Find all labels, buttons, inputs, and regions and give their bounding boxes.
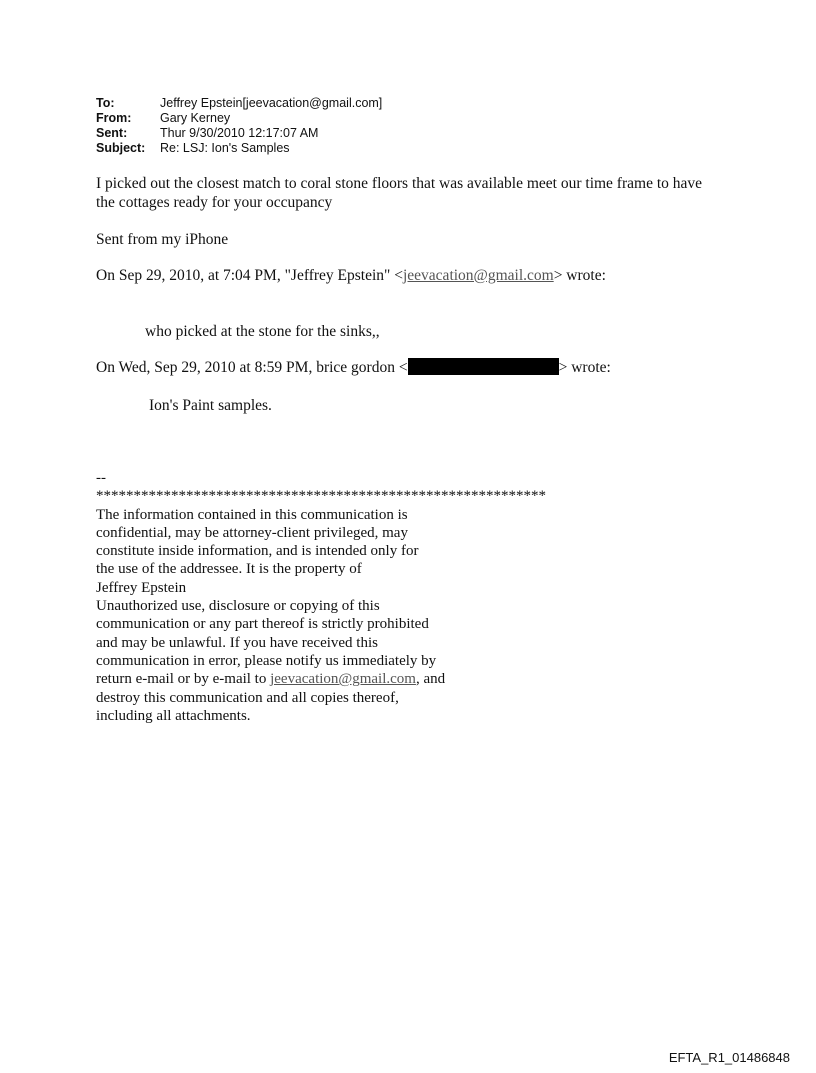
- disclaimer-line: destroy this communication and all copies thereof,: [96, 689, 399, 706]
- from-label: From:: [96, 111, 132, 125]
- quote-header-1: [96, 266, 606, 285]
- redaction-box: [408, 358, 559, 375]
- separator-dashes: --: [96, 470, 106, 486]
- disclaimer-line: confidential, may be attorney-client privileged, may: [96, 524, 408, 541]
- confidentiality-notice: [96, 469, 546, 725]
- signature-line: Sent from my iPhone: [96, 231, 229, 248]
- disclaimer-line: and may be unlawful. If you have received this: [96, 634, 378, 651]
- disclaimer-line: including all attachments.: [96, 707, 251, 724]
- disclaimer-line: [96, 670, 546, 688]
- message-line-1: I picked out the closest match to coral stone floors that was available meet our time frame to have: [96, 175, 703, 192]
- quote2-suffix: > wrote:: [558, 359, 611, 376]
- disclaimer-line: constitute inside information, and is intended only for: [96, 543, 419, 560]
- disclaimer-line: Jeffrey Epstein: [96, 579, 187, 596]
- quote-header-2: [96, 358, 611, 377]
- disclaimer-line: the use of the addressee. It is the property of: [96, 561, 362, 578]
- document-id: EFTA_R1_01486848: [668, 1050, 790, 1065]
- disclaimer-email-suffix: , and: [415, 671, 446, 688]
- quote1-text: who picked at the stone for the sinks,,: [145, 323, 380, 340]
- subject-label: Subject:: [96, 141, 146, 155]
- disclaimer-email-link[interactable]: jeevacation@gmail.com: [270, 671, 416, 688]
- separator-stars: ************************************************************: [96, 488, 546, 505]
- from-row: [96, 111, 382, 126]
- to-row: [96, 96, 382, 111]
- sent-row: [96, 126, 382, 141]
- sent-label: Sent:: [96, 126, 128, 140]
- quote1-email-link[interactable]: jeevacation@gmail.com: [402, 267, 554, 284]
- quote1-suffix: > wrote:: [553, 267, 606, 284]
- email-header: [96, 96, 382, 156]
- from-value: Gary Kerney: [160, 111, 231, 125]
- quote2-prefix: On Wed, Sep 29, 2010 at 8:59 PM, brice gordon <: [96, 359, 408, 376]
- disclaimer-line: communication or any part thereof is strictly prohibited: [96, 616, 429, 633]
- disclaimer-line: The information contained in this communication is: [96, 506, 408, 523]
- to-value: Jeffrey Epstein[jeevacation@gmail.com]: [160, 96, 383, 110]
- sent-value: Thur 9/30/2010 12:17:07 AM: [160, 126, 319, 140]
- message-line-2: the cottages ready for your occupancy: [96, 194, 333, 211]
- to-label: To:: [96, 96, 115, 110]
- disclaimer-email-prefix: return e-mail or by e-mail to: [96, 671, 271, 688]
- quote2-text: Ion's Paint samples.: [149, 397, 272, 414]
- subject-value: Re: LSJ: Ion's Samples: [160, 141, 290, 155]
- subject-row: [96, 141, 382, 156]
- disclaimer-line: Unauthorized use, disclosure or copying of this: [96, 598, 380, 615]
- disclaimer-line: communication in error, please notify us immediately by: [96, 652, 437, 669]
- quote1-prefix: On Sep 29, 2010, at 7:04 PM, "Jeffrey Epstein" <: [96, 267, 403, 284]
